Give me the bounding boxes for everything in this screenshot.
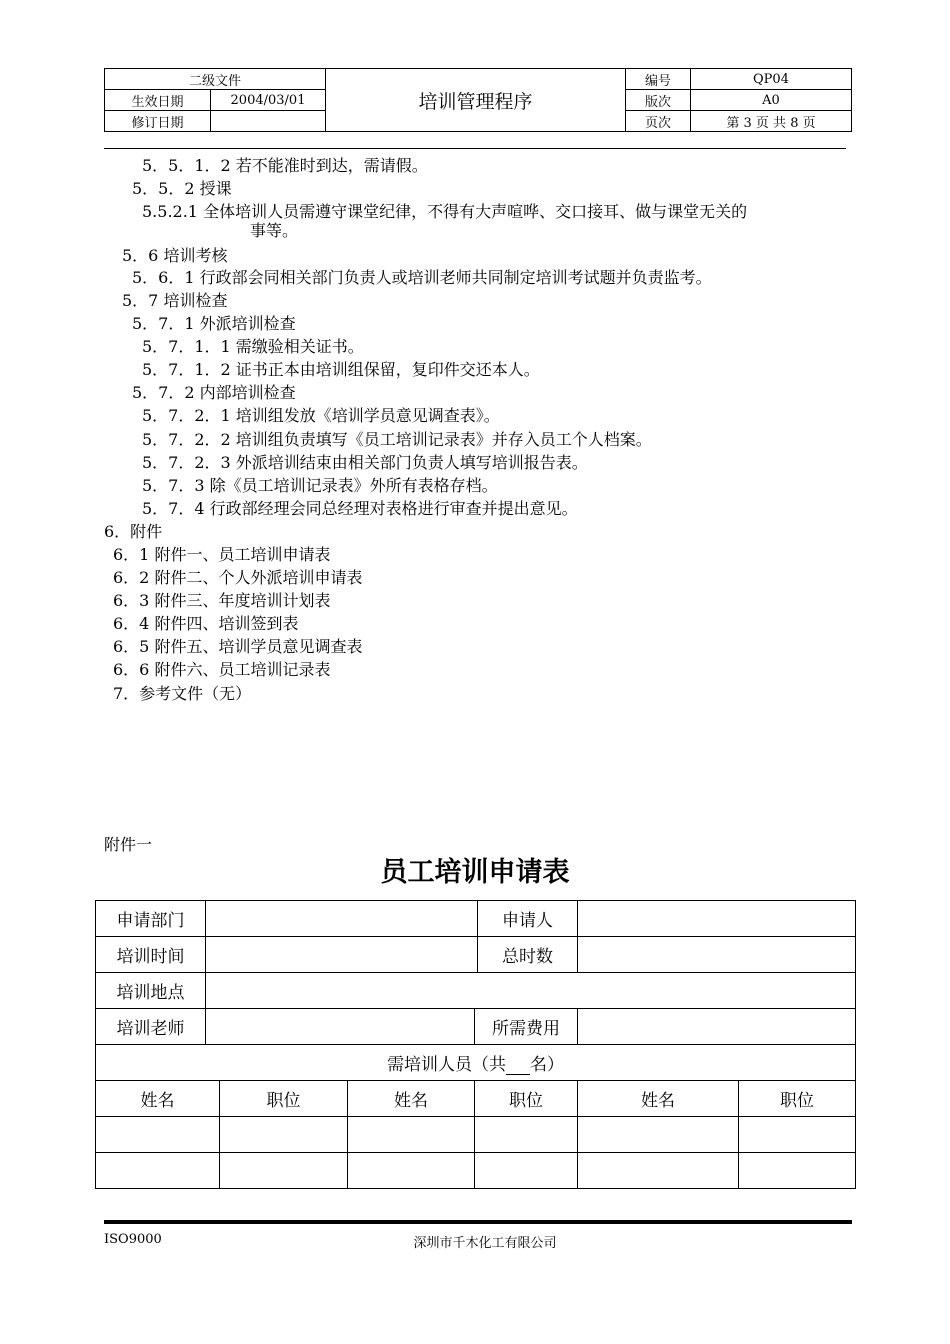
trainee-cell[interactable] <box>578 1153 739 1189</box>
version-label: 版次 <box>626 90 691 111</box>
body-line: 5．7．2．2 培训组负责填写《员工培训记录表》并存入员工个人档案。 <box>142 430 652 449</box>
body-line: 5．7．1．2 证书正本由培训组保留，复印件交还本人。 <box>142 360 540 379</box>
body-line: 5．7．3 除《员工培训记录表》外所有表格存档。 <box>142 476 498 495</box>
applicant-field[interactable] <box>578 901 856 937</box>
body-line: 5．5．2 授课 <box>132 179 232 198</box>
col-name-2: 姓名 <box>348 1081 475 1117</box>
trainee-cell[interactable] <box>348 1153 475 1189</box>
code-value: QP04 <box>691 69 852 90</box>
body-line: 5．7．2 内部培训检查 <box>132 383 296 402</box>
body-line: 6．1 附件一、员工培训申请表 <box>113 545 331 564</box>
table-row <box>96 1117 856 1153</box>
body-line: 6．5 附件五、培训学员意见调查表 <box>113 637 363 656</box>
body-line: 5．7．1 外派培训检查 <box>132 314 296 333</box>
dept-field[interactable] <box>206 901 478 937</box>
document-title: 培训管理程序 <box>326 69 626 132</box>
body-line: 事等。 <box>250 221 299 240</box>
col-name-3: 姓名 <box>578 1081 739 1117</box>
body-line: 7．参考文件（无） <box>113 684 252 703</box>
place-label: 培训地点 <box>96 973 206 1009</box>
code-label: 编号 <box>626 69 691 90</box>
dept-label: 申请部门 <box>96 901 206 937</box>
page-label: 页次 <box>626 111 691 132</box>
trainees-prefix: 需培训人员（共 <box>387 1055 506 1075</box>
cost-label: 所需费用 <box>475 1009 578 1045</box>
body-line: 5．7．2．3 外派培训结束由相关部门负责人填写培训报告表。 <box>142 453 588 472</box>
trainees-suffix: 名） <box>530 1055 564 1075</box>
body-line: 5．6．1 行政部会同相关部门负责人或培训老师共同制定培训考试题并负责监考。 <box>132 268 712 287</box>
version-value: A0 <box>691 90 852 111</box>
body-line: 5．7 培训检查 <box>122 291 228 310</box>
training-application-form <box>95 900 856 1189</box>
trainee-cell[interactable] <box>475 1117 578 1153</box>
trainee-cell[interactable] <box>578 1117 739 1153</box>
body-line: 6．2 附件二、个人外派培训申请表 <box>113 568 363 587</box>
effective-date-label: 生效日期 <box>105 90 211 111</box>
body-line: 6．附件 <box>104 522 163 541</box>
trainee-cell[interactable] <box>220 1117 348 1153</box>
footer-rule <box>104 1220 852 1224</box>
trainee-cell[interactable] <box>739 1117 856 1153</box>
trainee-cell[interactable] <box>348 1117 475 1153</box>
trainee-cell[interactable] <box>96 1117 220 1153</box>
cost-field[interactable] <box>578 1009 856 1045</box>
trainee-count-blank[interactable] <box>506 1058 530 1075</box>
revised-date-value <box>211 111 326 132</box>
table-row <box>96 1153 856 1189</box>
attachment-label: 附件一 <box>104 835 153 854</box>
col-position-2: 职位 <box>475 1081 578 1117</box>
effective-date-value: 2004/03/01 <box>211 90 326 111</box>
body-line: 5．6 培训考核 <box>122 246 228 265</box>
body-line: 5．5．1．2 若不能准时到达，需请假。 <box>142 156 428 175</box>
form-title: 员工培训申请表 <box>380 857 570 888</box>
col-position-3: 职位 <box>739 1081 856 1117</box>
body-line: 5．7．4 行政部经理会同总经理对表格进行审查并提出意见。 <box>142 499 578 518</box>
body-line: 5．7．2．1 培训组发放《培训学员意见调查表》。 <box>142 406 500 425</box>
time-field[interactable] <box>206 937 478 973</box>
page-value: 第 3 页 共 8 页 <box>691 111 852 132</box>
footer-company: 深圳市千木化工有限公司 <box>413 1236 557 1251</box>
place-field[interactable] <box>206 973 856 1009</box>
col-position-1: 职位 <box>220 1081 348 1117</box>
trainee-cell[interactable] <box>96 1153 220 1189</box>
teacher-label: 培训老师 <box>96 1009 206 1045</box>
revised-date-label: 修订日期 <box>105 111 211 132</box>
body-line: 5.5.2.1 全体培训人员需遵守课堂纪律，不得有大声喧哗、交口接耳、做与课堂无关的 <box>142 202 748 221</box>
document-header <box>104 68 852 132</box>
document-level: 二级文件 <box>105 69 326 90</box>
trainee-cell[interactable] <box>220 1153 348 1189</box>
body-line: 5．7．1．1 需缴验相关证书。 <box>142 337 364 356</box>
header-rule <box>104 148 846 149</box>
body-line: 6．3 附件三、年度培训计划表 <box>113 591 331 610</box>
col-name-1: 姓名 <box>96 1081 220 1117</box>
hours-label: 总时数 <box>478 937 578 973</box>
body-line: 6．4 附件四、培训签到表 <box>113 614 299 633</box>
applicant-label: 申请人 <box>478 901 578 937</box>
trainees-heading <box>96 1045 856 1081</box>
hours-field[interactable] <box>578 937 856 973</box>
trainee-cell[interactable] <box>739 1153 856 1189</box>
teacher-field[interactable] <box>206 1009 475 1045</box>
footer-iso: ISO9000 <box>104 1232 162 1247</box>
time-label: 培训时间 <box>96 937 206 973</box>
body-line: 6．6 附件六、员工培训记录表 <box>113 660 331 679</box>
trainee-cell[interactable] <box>475 1153 578 1189</box>
